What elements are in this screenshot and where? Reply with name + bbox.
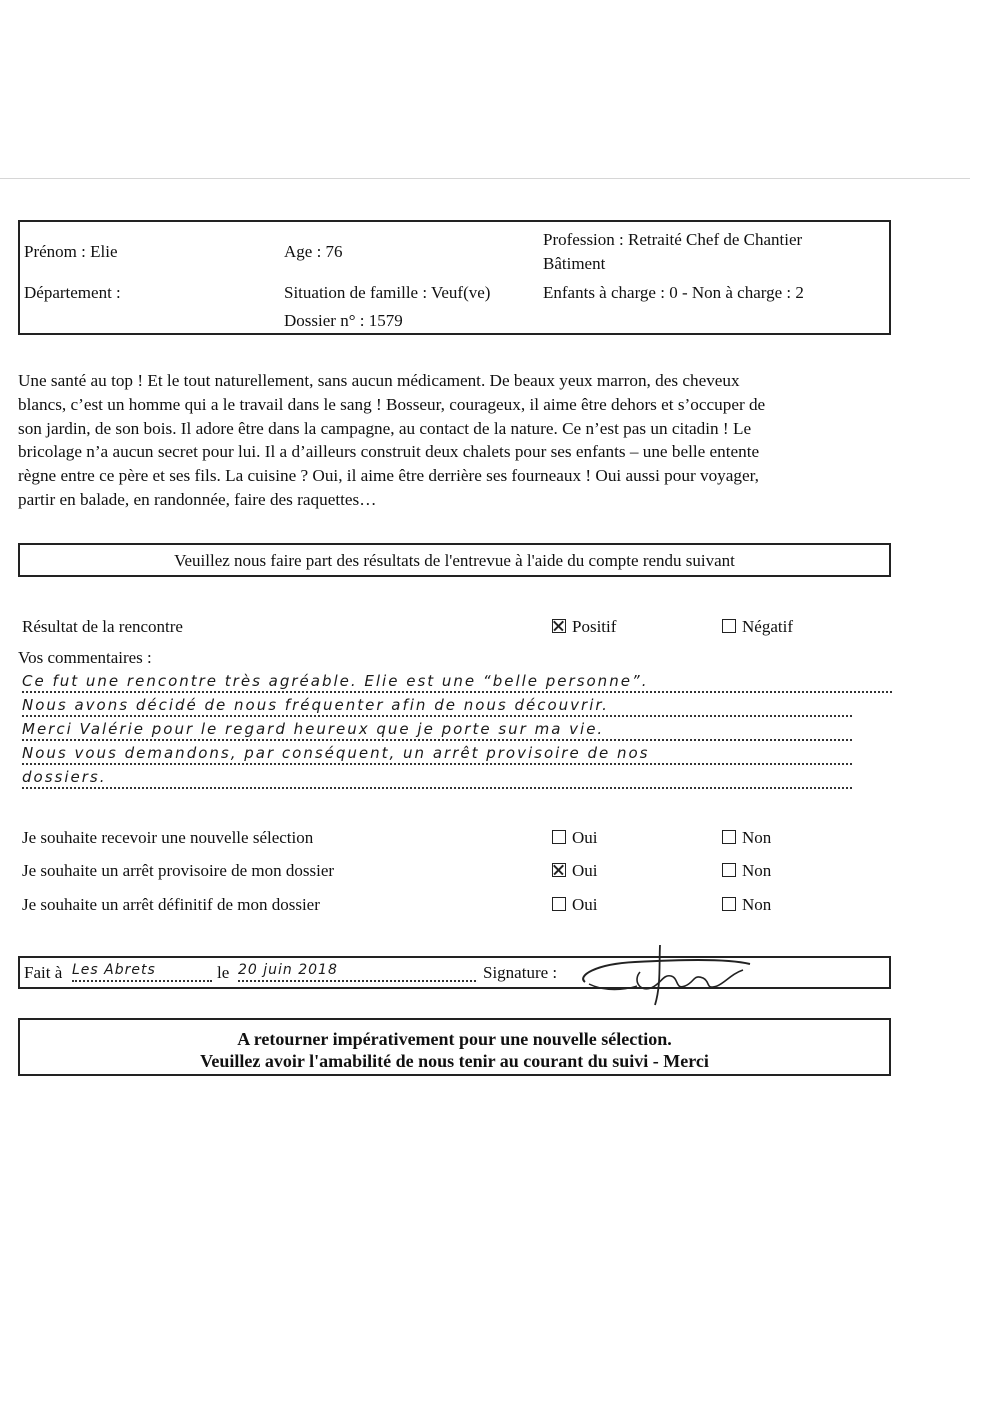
- profession-field-cont: Bâtiment: [543, 254, 606, 273]
- option-new-selection-oui[interactable]: [552, 826, 598, 849]
- option-definitive-stop-oui[interactable]: [552, 893, 598, 916]
- profession-field: Profession : Retraité Chef de Chantier: [543, 230, 803, 249]
- negatif-label: Négatif: [742, 617, 793, 636]
- result-label: Résultat de la rencontre: [22, 617, 183, 636]
- age-field: Age : 76: [284, 242, 343, 261]
- definitive-stop-oui-checkbox[interactable]: [552, 897, 566, 911]
- prenom-field: Prénom : Elie: [24, 242, 118, 261]
- new-selection-non-checkbox[interactable]: [722, 830, 736, 844]
- interview-banner: Veuillez nous faire part des résultats de l'entrevue à l'aide du compte rendu suivant: [18, 543, 891, 577]
- footer-notice-box: [18, 1018, 891, 1076]
- description-line: son jardin, de son bois. Il adore être dans la campagne, au contact de la nature. Ce n’est pas un citadin ! Le: [18, 418, 752, 438]
- comments-label: Vos commentaires :: [18, 648, 152, 667]
- footer-line-1: A retourner impérativement pour une nouvelle sélection.: [237, 1029, 672, 1049]
- profile-description: [18, 369, 898, 512]
- handwritten-signature: [575, 940, 755, 1015]
- situation-field: Situation de famille : Veuf(ve): [284, 283, 491, 302]
- non-label: Non: [742, 861, 772, 880]
- dossier-field: Dossier n° : 1579: [284, 311, 403, 330]
- temporary-stop-oui-checkbox[interactable]: [552, 863, 566, 877]
- fait-value: Les Abrets: [72, 961, 212, 982]
- result-negatif-option[interactable]: [722, 615, 793, 638]
- non-label: Non: [742, 895, 772, 914]
- footer-line-2: Veuillez avoir l'amabilité de nous tenir au courant du suivi - Merci: [200, 1051, 709, 1071]
- enfants-field: Enfants à charge : 0 - Non à charge : 2: [543, 283, 804, 302]
- option-temporary-stop-non[interactable]: [722, 859, 771, 882]
- description-line: Une santé au top ! Et le tout naturellement, sans aucun médicament. De beaux yeux marron, des cheveux: [18, 371, 740, 390]
- temporary-stop-non-checkbox[interactable]: [722, 863, 736, 877]
- oui-label: Oui: [572, 895, 598, 914]
- positif-checkbox[interactable]: [552, 619, 566, 633]
- description-line: règne entre ce père et ses fils. La cuisine ? Oui, il aime être derrière ses fourneaux ! Oui aussi pour voyager,: [18, 466, 759, 486]
- comment-line: Merci Valérie pour le regard heureux que je porte sur ma vie.: [22, 720, 852, 741]
- option-label-definitive-stop: Je souhaite un arrêt définitif de mon dossier: [22, 895, 320, 914]
- option-label-temporary-stop: Je souhaite un arrêt provisoire de mon dossier: [22, 861, 335, 880]
- description-line: partir en balade, en randonnée, faire des raquettes…: [18, 489, 377, 509]
- description-line: bricolage n’a aucun secret pour lui. Il a d’ailleurs construit deux chalets pour ses enfants – une belle entente: [18, 442, 760, 462]
- negatif-checkbox[interactable]: [722, 619, 736, 633]
- date-value: 20 juin 2018: [238, 961, 476, 982]
- le-label: le: [217, 963, 230, 982]
- definitive-stop-non-checkbox[interactable]: [722, 897, 736, 911]
- positif-label: Positif: [572, 617, 617, 636]
- description-line: blancs, c’est un homme qui a le travail dans le sang ! Bosseur, courageux, il aime être dehors et s’occuper de: [18, 394, 766, 414]
- non-label: Non: [742, 828, 772, 847]
- comment-line: Nous avons décidé de nous fréquenter afin de nous découvrir.: [22, 696, 852, 717]
- option-new-selection-non[interactable]: [722, 826, 771, 849]
- comment-line: Nous vous demandons, par conséquent, un arrêt provisoire de nos: [22, 744, 852, 765]
- scan-artifact-line: [0, 178, 970, 179]
- comment-line: dossiers.: [22, 768, 852, 789]
- comment-line: Ce fut une rencontre très agréable. Elie est une “belle personne”.: [22, 672, 892, 693]
- result-positif-option[interactable]: [552, 615, 616, 638]
- option-temporary-stop-oui[interactable]: [552, 859, 598, 882]
- oui-label: Oui: [572, 828, 598, 847]
- oui-label: Oui: [572, 861, 598, 880]
- new-selection-oui-checkbox[interactable]: [552, 830, 566, 844]
- signature-label: Signature :: [483, 963, 558, 982]
- fait-label: Fait à: [24, 963, 63, 982]
- option-definitive-stop-non[interactable]: [722, 893, 771, 916]
- departement-field: Département :: [24, 283, 121, 302]
- option-label-new-selection: Je souhaite recevoir une nouvelle sélection: [22, 828, 314, 847]
